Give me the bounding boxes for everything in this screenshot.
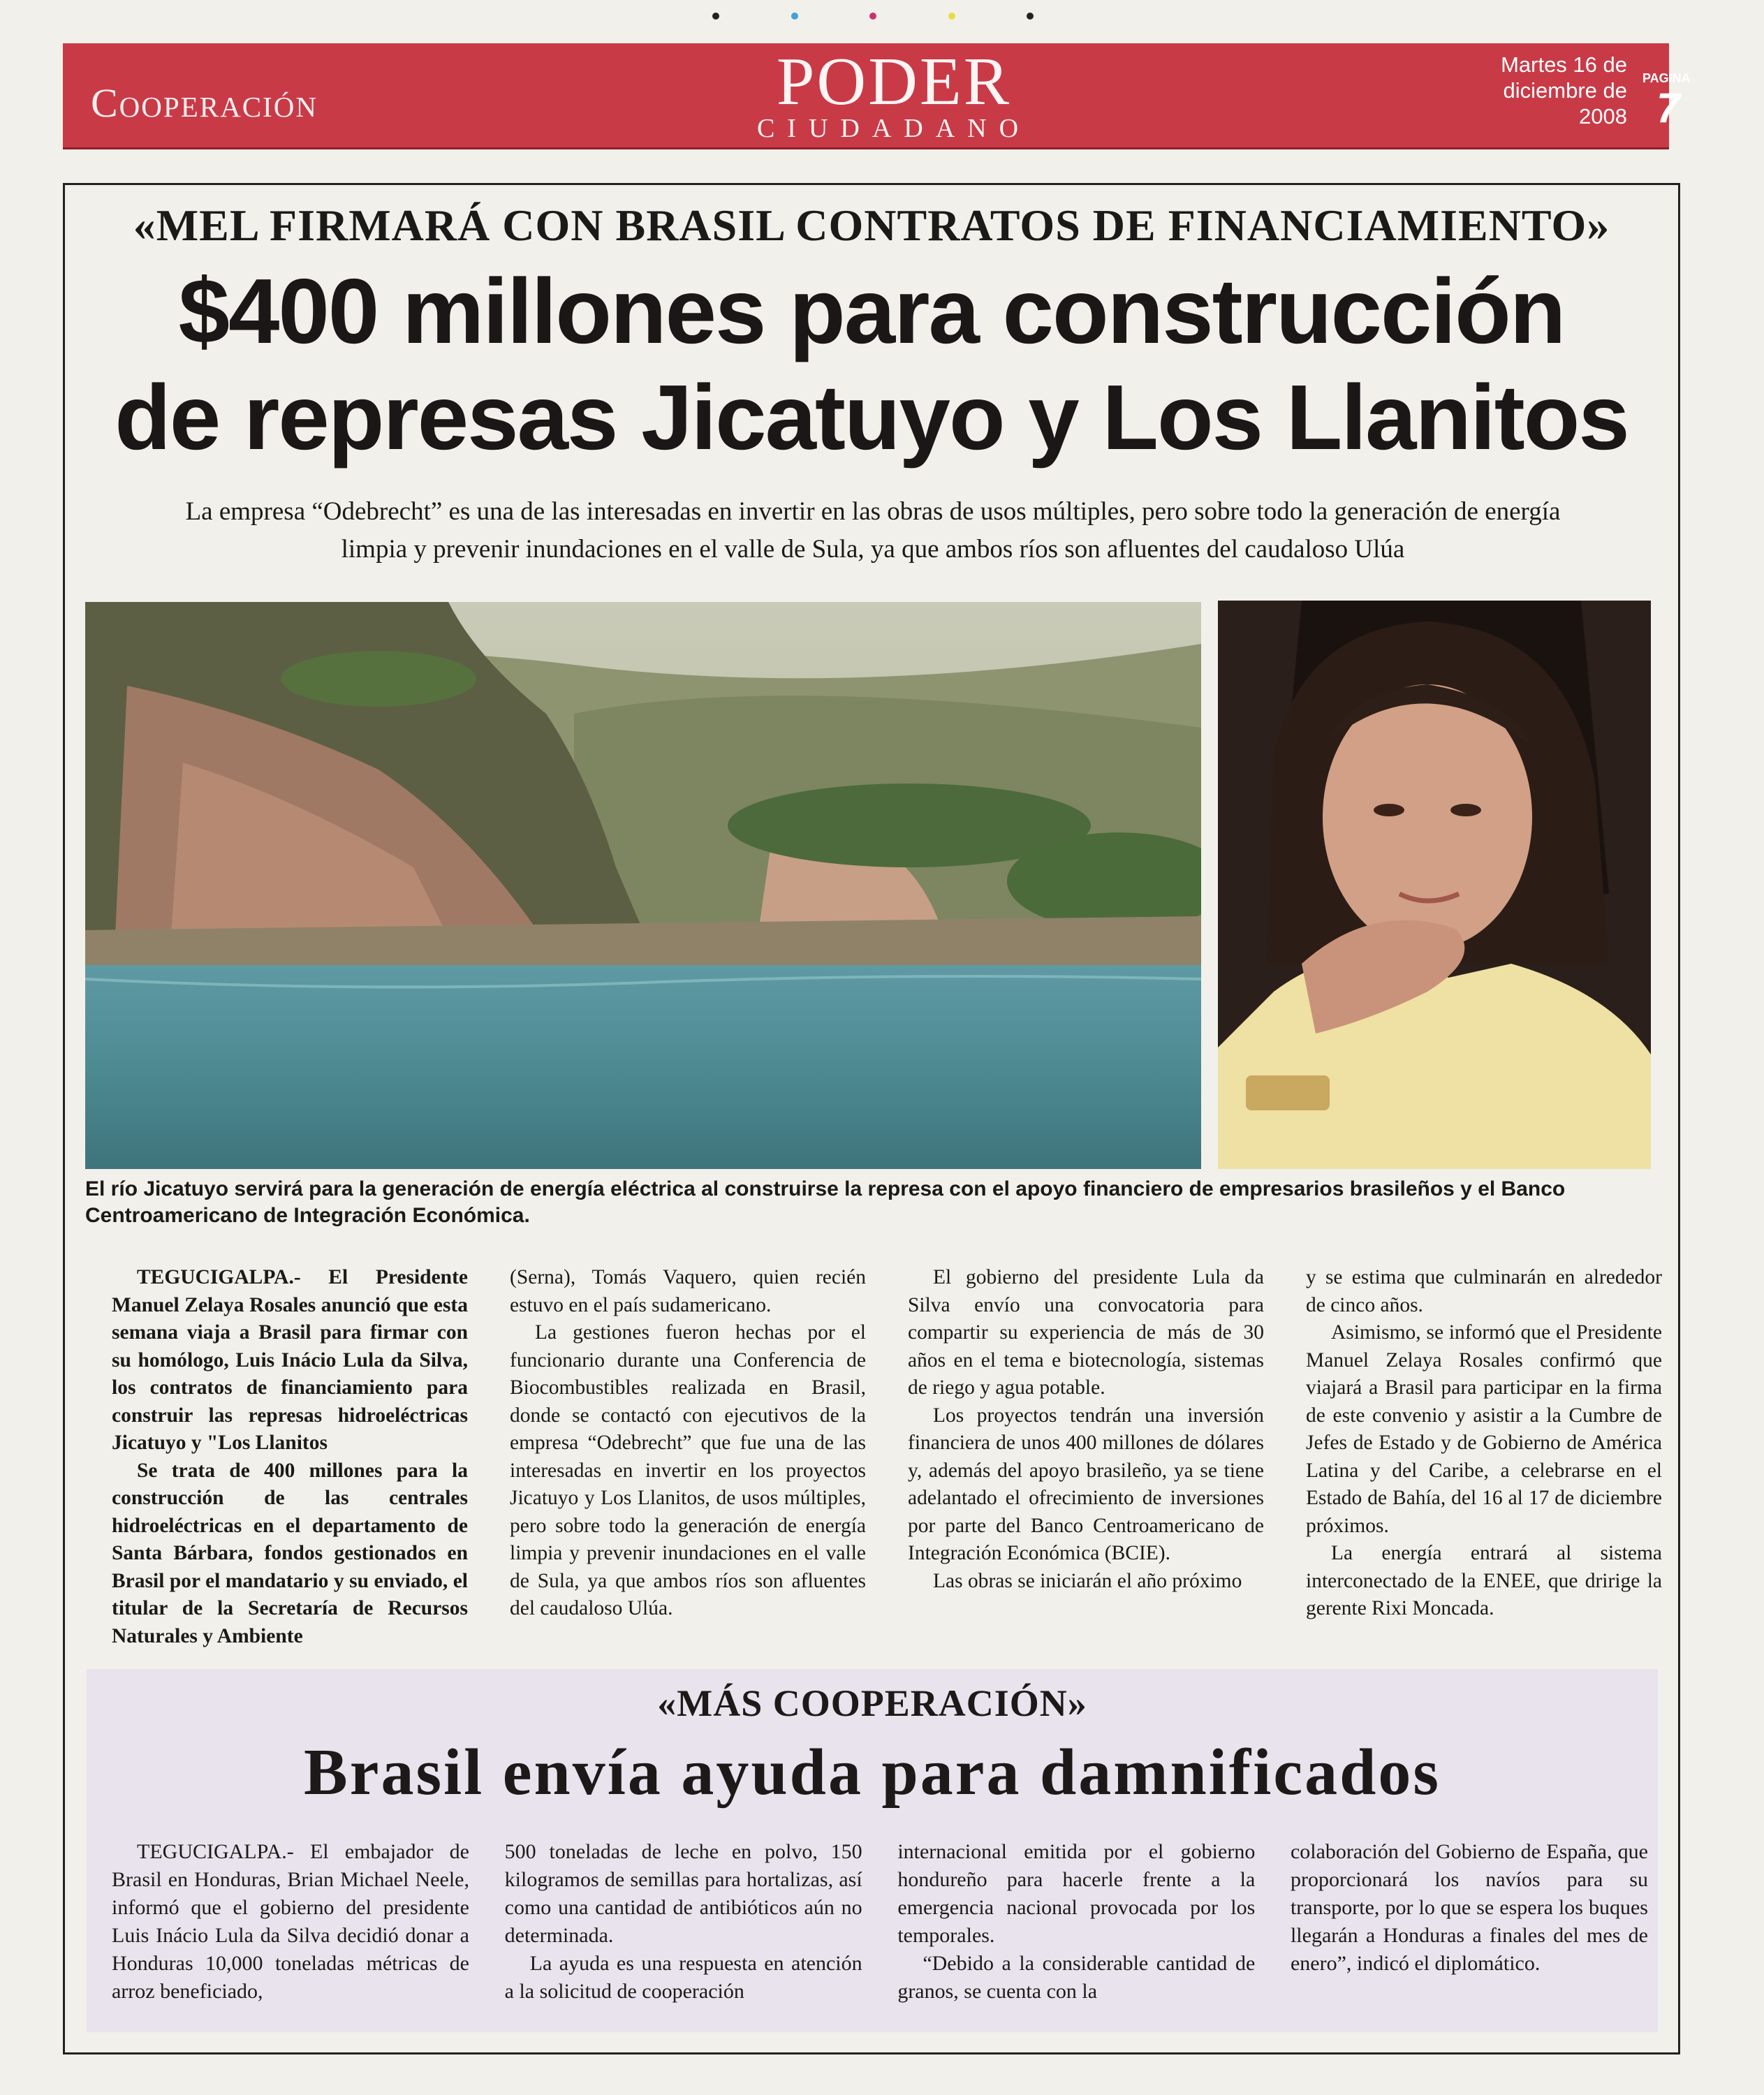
secondary-kicker: «MÁS COOPERACIÓN» [657,1682,1087,1724]
date-line-1: Martes 16 de [1501,52,1627,77]
section-name: Cooperación [91,80,318,126]
body-column-3 [908,1264,1264,1650]
body-paragraph: Se trata de 400 millones para la construcción de las centrales hidroeléctricas en el departamento de Santa Bárbara, fondos gestionados en Brasil por el mandatario y su enviado, el titular de la Secretaría de Recursos Naturales y Ambiente [112,1459,468,1647]
deck-line-2: limpia y prevenir inundaciones en el valle de Sula, ya que ambos ríos son afluentes del caudaloso Ulúa [341,535,1405,564]
article-deck [105,493,1641,568]
river-photo [85,602,1201,1169]
masthead [63,43,1691,149]
secondary-headline: Brasil envía ayuda para damnificados [304,1736,1441,1809]
body-column-1 [112,1264,468,1650]
body-paragraph: TEGUCIGALPA.- El embajador de Brasil en Honduras, Brian Michael Neele, informó que el gobierno del presidente Luis Inácio Lula da Silva decidió donar a Honduras 10,000 toneladas métricas de arroz beneficiado, [112,1840,469,2003]
body-paragraph: La energía entrará al sistema interconectado de la ENEE, que dririge la gerente Rixi Moncada. [1306,1542,1662,1619]
body-paragraph: La ayuda es una respuesta en atención a la solicitud de cooperación [504,1952,862,2003]
body-paragraph: Los proyectos tendrán una inversión financiera de unos 400 millones de dólares y, además del apoyo brasileño, ya se tiene adelantado el ofrecimiento de inversiones por parte del Banco Centroamericano de Integración Económica (BCIE). [908,1404,1264,1564]
body-column-4 [1306,1264,1662,1650]
body-paragraph: 500 toneladas de leche en polvo, 150 kilogramos de semillas para hortalizas, así como una cantidad de antibióticos aún no determinada. [504,1840,862,1947]
page-label: PAGINA [1642,71,1691,85]
body-paragraph: El gobierno del presidente Lula da Silva envío una convocatoria para compartir su experiencia de más de 30 años en el tema e biotecnología, sistemas de riego y agua potable. [908,1266,1264,1399]
body-paragraph: colaboración del Gobierno de España, que proporcionará los navíos para su transporte, por lo que se espera los buques llegarán a Honduras a finales del mes de enero”, indicó el diplomático. [1290,1840,1648,1975]
body-paragraph: y se estima que culminarán en alrededor de cinco años. [1306,1266,1662,1316]
secondary-column-4 [1291,1838,1648,2006]
body-paragraph: Asimismo, se informó que el Presidente Manuel Zelaya Rosales confirmó que viajará a Brasil para participar en la firma de este convenio y asistir a la Cumbre de Jefes de Estado y de Gobierno de América Latina y del Caribe, a celebrarse en el Estado de Bahía, del 16 al 17 de diciembre próximos. [1306,1321,1662,1537]
body-column-2 [510,1264,866,1650]
photo-caption: El río Jicatuyo servirá para la generación de energía eléctrica al construirse la represa con el apoyo financiero de empresarios brasileños y el Banco Centroamericano de Integración Económica. [85,1177,1566,1227]
article-headline [63,258,1680,471]
body-paragraph: Las obras se iniciarán el año próximo [933,1569,1242,1592]
body-paragraph: internacional emitida por el gobierno hondureño para hacerle frente a la emergencia nacional provocada por los temporales. [897,1840,1256,1947]
registration-marks [712,13,1034,20]
secondary-column-1 [112,1838,469,2006]
body-paragraph: TEGUCIGALPA.- El Presidente Manuel Zelaya Rosales anunció que esta semana viaja a Brasil para firmar con su homólogo, Luis Inácio Lula da Silva, los contratos de financiamiento para construir las represas hidroeléctricas Jicatuyo y "Los Llanitos [112,1266,468,1454]
headline-line-2: de represas Jicatuyo y Los Llanitos [115,366,1629,469]
date-line-3: 2008 [1579,104,1627,128]
article-body [112,1264,1662,1650]
article-kicker: «MEL FIRMARÁ CON BRASIL CONTRATOS DE FINANCIAMIENTO» [133,200,1610,250]
newspaper-logo [726,44,1061,144]
secondary-column-2 [505,1838,862,2006]
logo-subtitle: CIUDADANO [756,114,1031,143]
secondary-column-3 [897,1838,1255,2006]
portrait-photo [1218,601,1651,1169]
body-paragraph: La gestiones fueron hechas por el funcionario durante una Conferencia de Biocombustibles realizada en Brasil, donde se contactó con ejecutivos de la empresa “Odebrecht” que fue una de las interesadas en invertir en los proyectos Jicatuyo y Los Llanitos, de usos múltiples, pero sobre todo la generación de energía limpia y prevenir inundaciones en el valle de Sula, ya que ambos ríos son afluentes del caudaloso Ulúa. [510,1321,866,1619]
headline-line-1: $400 millones para construcción [178,260,1565,362]
date-line-2: diciembre de [1503,78,1627,103]
logo-title: PODER [776,44,1012,119]
body-paragraph: “Debido a la considerable cantidad de granos, se cuenta con la [897,1952,1256,2003]
issue-date [1494,52,1627,129]
body-paragraph: (Serna), Tomás Vaquero, quien recién estuvo en el país sudamericano. [510,1266,866,1316]
secondary-article-body [112,1838,1648,2006]
page-number: 7 [1656,84,1680,131]
deck-line-1: La empresa “Odebrecht” es una de las interesadas en invertir en las obras de usos múltiples, pero sobre todo la generación de energía [185,497,1561,526]
